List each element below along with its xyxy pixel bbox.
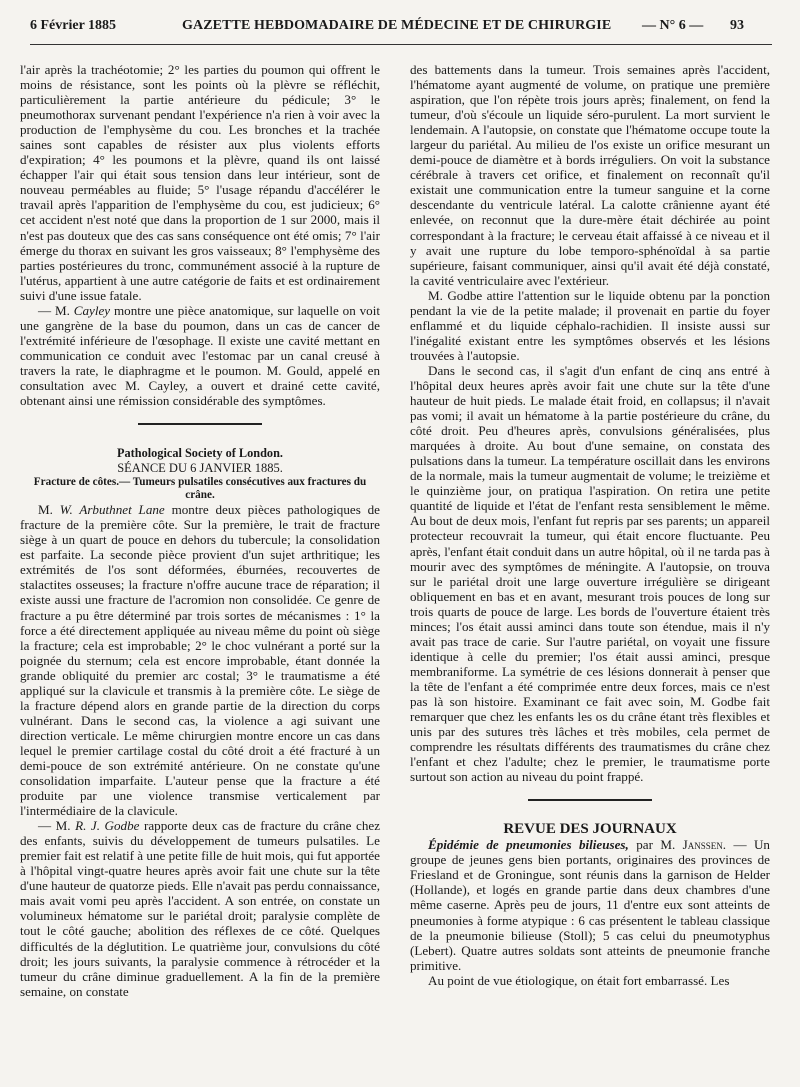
article-title: Épidémie de pneumonies bilieuses, xyxy=(428,837,629,853)
right-column xyxy=(410,62,770,988)
paragraph-cayley: — M. Cayley montre une pièce anatomique, sur laquelle on voit une gangrène de la base du poumon, dans un cas de cancer de l'extrémité inférieure de l'œsophage. Il existe une cavité mettant en communication ce conduit avec l'estomac par un canal creusé à travers la rate, le diaphragme et le poumon. M. Gould, appelé en consultation avec M. Cayley, a ouvert et drainé cette cavité, obtenant ainsi une rémission considérable des symptômes. xyxy=(20,302,380,409)
header-issue-number: — N° 6 — xyxy=(642,18,704,33)
paragraph: l'air après la trachéotomie; 2° les parties du poumon qui offrent le moins de résistance, sont les points où la plèvre se réfléchit, particulièrement la partie antérieure du pédicule; 3° le pneumothorax survenant pendant l'expérience n'a rien à voir avec la production de l'emphysème du cou. Les bronches et la trachée saines sont capables de résister aux plus violents efforts d'expiration; 4° les poumons et la plèvre, quand ils ont laissé échapper l'air qui était sous tension dans leur intérieur, sont de nouveau perméables au fluide; 5° l'usage répandu d'accélérer le travail après l'apparition de l'emphysème du cou, est judicieux; 6° cet accident n'est noté que dans la proportion de 1 sur 2000, mais il n'est pas douteux que des cas sans conséquence ont été omis; 7° l'air émerge du thorax en suivant les gros vaisseaux; 8° l'emphysème des parties postérieures du tronc, communément associé à la rupture de l'utérus, appartient à une autre catégorie de faits et est ordinairement suivi d'une issue fatale. xyxy=(20,62,380,303)
society-heading: Pathological Society of London. xyxy=(116,446,283,461)
header-date: 6 Février 1885 xyxy=(30,18,117,33)
section-divider xyxy=(138,423,262,425)
paragraph-lane: M. W. Arbuthnet Lane montre deux pièces pathologiques de fracture de la première côte. Sur la première, le trait de fracture siège à un quart de pouce en dehors du tubercule; la consolidation est parfaite. La seconde pièce provient d'un sujet arthritique; les extrémités de l'os sont déformées, éburnées, recouvertes de stalactites osseuses; la fracture n'offre aucune trace de réparation; il existe aussi une fracture de l'acromion non consolidée. Ce genre de fracture a pu être déterminé par trois sortes de mécanismes : 1° la force a été directement appliquée au niveau même du point où siège la fracture; cela est improbable; 2° le choc vulnérant a porté sur la poignée du sternum; cela est encore improbable, étant donnée la grande obliquité du premier arc costal; 3° le traumatisme a été appliqué sur la clavicule et transmis à la première côte. Le siège de la fracture dépend alors en grande partie de la direction du corps vulnérant. Dans le second cas, la violence a agi suivant une direction verticale. Le même chirurgien montre encore un cas dans lequel le premier cartilage costal du côté droit a été fracturé à un demi-pouce de son extrémité antérieure. On ne constate qu'une consolidation imparfaite. L'auteur pense que la fracture a été produite par une violence transmise verticalement par l'intermédiaire de la clavicule. xyxy=(20,502,380,819)
session-date: SÉANCE DU 6 JANVIER 1885. xyxy=(117,461,283,476)
paragraph: des battements dans la tumeur. Trois semaines après l'accident, l'hématome ayant augmenté de volume, on pratique une première aspiration, que l'on répète trois jours après; finalement, on fend la tumeur, d'où s'écoule un liquide séro-purulent. La mort survient le lendemain. A l'autopsie, on constate que l'hématome occupe toute la largeur du pariétal. Au milieu de l'os existe un orifice mesurant un demi-pouce de diamètre et à bords irréguliers. On voit la substance cérébrale à travers cet orifice, et finalement on reconnaît qu'il existait une communication entre la tumeur sanguine et la corne descendante du ventricule latéral. La calotte crânienne ayant été enlevée, on reconnut que la dure-mère était déchirée au point correspondant à la fracture; le cerveau était affaissé à ce niveau et il y avait une rupture du lobe temporo-sphénoïdal à sa partie supérieure, faisant communiquer, ainsi qu'il avait été déjà constaté, la cavité ventriculaire avec l'extérieur. xyxy=(410,62,770,288)
left-column xyxy=(20,62,380,999)
section-heading: REVUE DES JOURNAUX xyxy=(503,821,677,838)
paragraph: M. Godbe attire l'attention sur le liquide obtenu par la ponction pendant la vie de la petite malade; il provenait en partie du foyer enflammé et du liquide céphalo-rachidien. Il insiste aussi sur l'inégalité existant entre les symptômes observés et les lésions trouvées à l'autopsie. xyxy=(410,287,770,363)
paragraph: Au point de vue étiologique, on était fort embarrassé. Les xyxy=(428,972,730,988)
header-journal-title: GAZETTE HEBDOMADAIRE DE MÉDECINE ET DE CHIRURGIE xyxy=(182,18,612,33)
paragraph-article: Épidémie de pneumonies bilieuses, par M. Janssen. — Un groupe de jeunes gens bien portants, originaires des provinces de Friesland et de Groningue, sont réunis dans la garnison de Helder (Hollande), et logés en grande partie dans deux chambres d'une même caserne. Après peu de jours, 11 d'entre eux sont atteints de pneumonies à forme atypique : 6 cas présentent le tableau classique de la pneumonie bilieuse (Stoll); 5 cas celui du pneumotyphus (Lebert). Quatre autres soldats sont atteints de pneumonie franche primitive. xyxy=(410,837,770,973)
section-divider xyxy=(528,799,652,801)
section-subtitle: Fracture de côtes.— Tumeurs pulsatiles consécutives aux fractures du crâne. xyxy=(33,476,367,502)
author-name: R. J. Godbe xyxy=(75,818,140,834)
header-page-number: 93 xyxy=(730,18,744,33)
paragraph: Dans le second cas, il s'agit d'un enfant de cinq ans entré à l'hôpital deux heures après avoir fait une chute sur la tête d'une hauteur de huit pieds. Le malade était froid, en collapsus; il n'avait pas vomi; il avait un hématome à la partie postérieure du crâne, du côté droit. Peu d'heures après, convulsions généralisées, plus marquées à droite. Au bout d'une semaine, on constata des pulsations dans la tumeur. La température oscillait dans les environs de la normale, mais la tumeur augmentait de volume; le treizième et le quinzième jour, on pratiqua l'aspiration. On retira une petite quantité de liquide et l'état de l'enfant resta sensiblement le même. Au bout de deux mois, l'enfant fut repris par ses parents; un appareil protecteur recouvrait la tumeur, qui était encore fluctuante. Peu après, l'enfant était conduit dans un autre hôpital, où il ne tarda pas à mourir avec des symptômes de méningite. A l'autopsie, on trouva sur le pariétal droit une large ouverture irrégulière se dirigeant obliquement en bas et en avant, mesurant trois pouces de long sur trois quarts de pouce de large. Les bords de l'ouverture étaient très minces; l'os était aussi aminci dans toute son étendue, mais il n'y avait pas trace de carie. Sur l'autre pariétal, on voyait une fissure identique à celle du premier; l'os était aussi aminci, presque membraniforme. La symétrie de ces lésions donnerait à penser que la tête de l'enfant a été comprimée entre deux forces, mais ce n'est pas là son histoire. Examinant ce fait avec soin, M. Godbe fait remarquer que chez les enfants les os du crâne étant très flexibles et unis par des sutures très lâches et très mobiles, cela permet de comprendre les résultats différents des traumatismes du crâne chez l'enfant et chez l'adulte; chez le premier, le traumatisme porte surtout son action au niveau du point frappé. xyxy=(410,362,770,785)
running-header xyxy=(30,14,772,45)
author-name: W. Arbuthnet Lane xyxy=(59,502,165,518)
paragraph-godbe: — M. R. J. Godbe rapporte deux cas de fracture du crâne chez des enfants, suivis du développement de tumeurs pulsatiles. Le premier fait est relatif à une petite fille de huit mois, qui fut apportée à l'hôpital vingt-quatre heures après avoir fait une chute sur la tête d'une hauteur de quatorze pieds. Elle n'avait pas perdu connaissance, mais avait vomi peu après l'accident. A son entrée, on constate un volumineux hématome sur le pariétal droit; paralysie complète de tout le côté gauche; abolition des réflexes de ce côté. Quelques difficultés de la déglutition. Le quatrième jour, convulsions du côté droit; les jours suivants, la paralysie commence à rétrocéder et la tumeur du crâne diminue graduellement. A la fin de la première semaine, on constate xyxy=(20,818,381,999)
article-author: Janssen. xyxy=(682,837,727,853)
author-name: Cayley xyxy=(73,302,111,318)
